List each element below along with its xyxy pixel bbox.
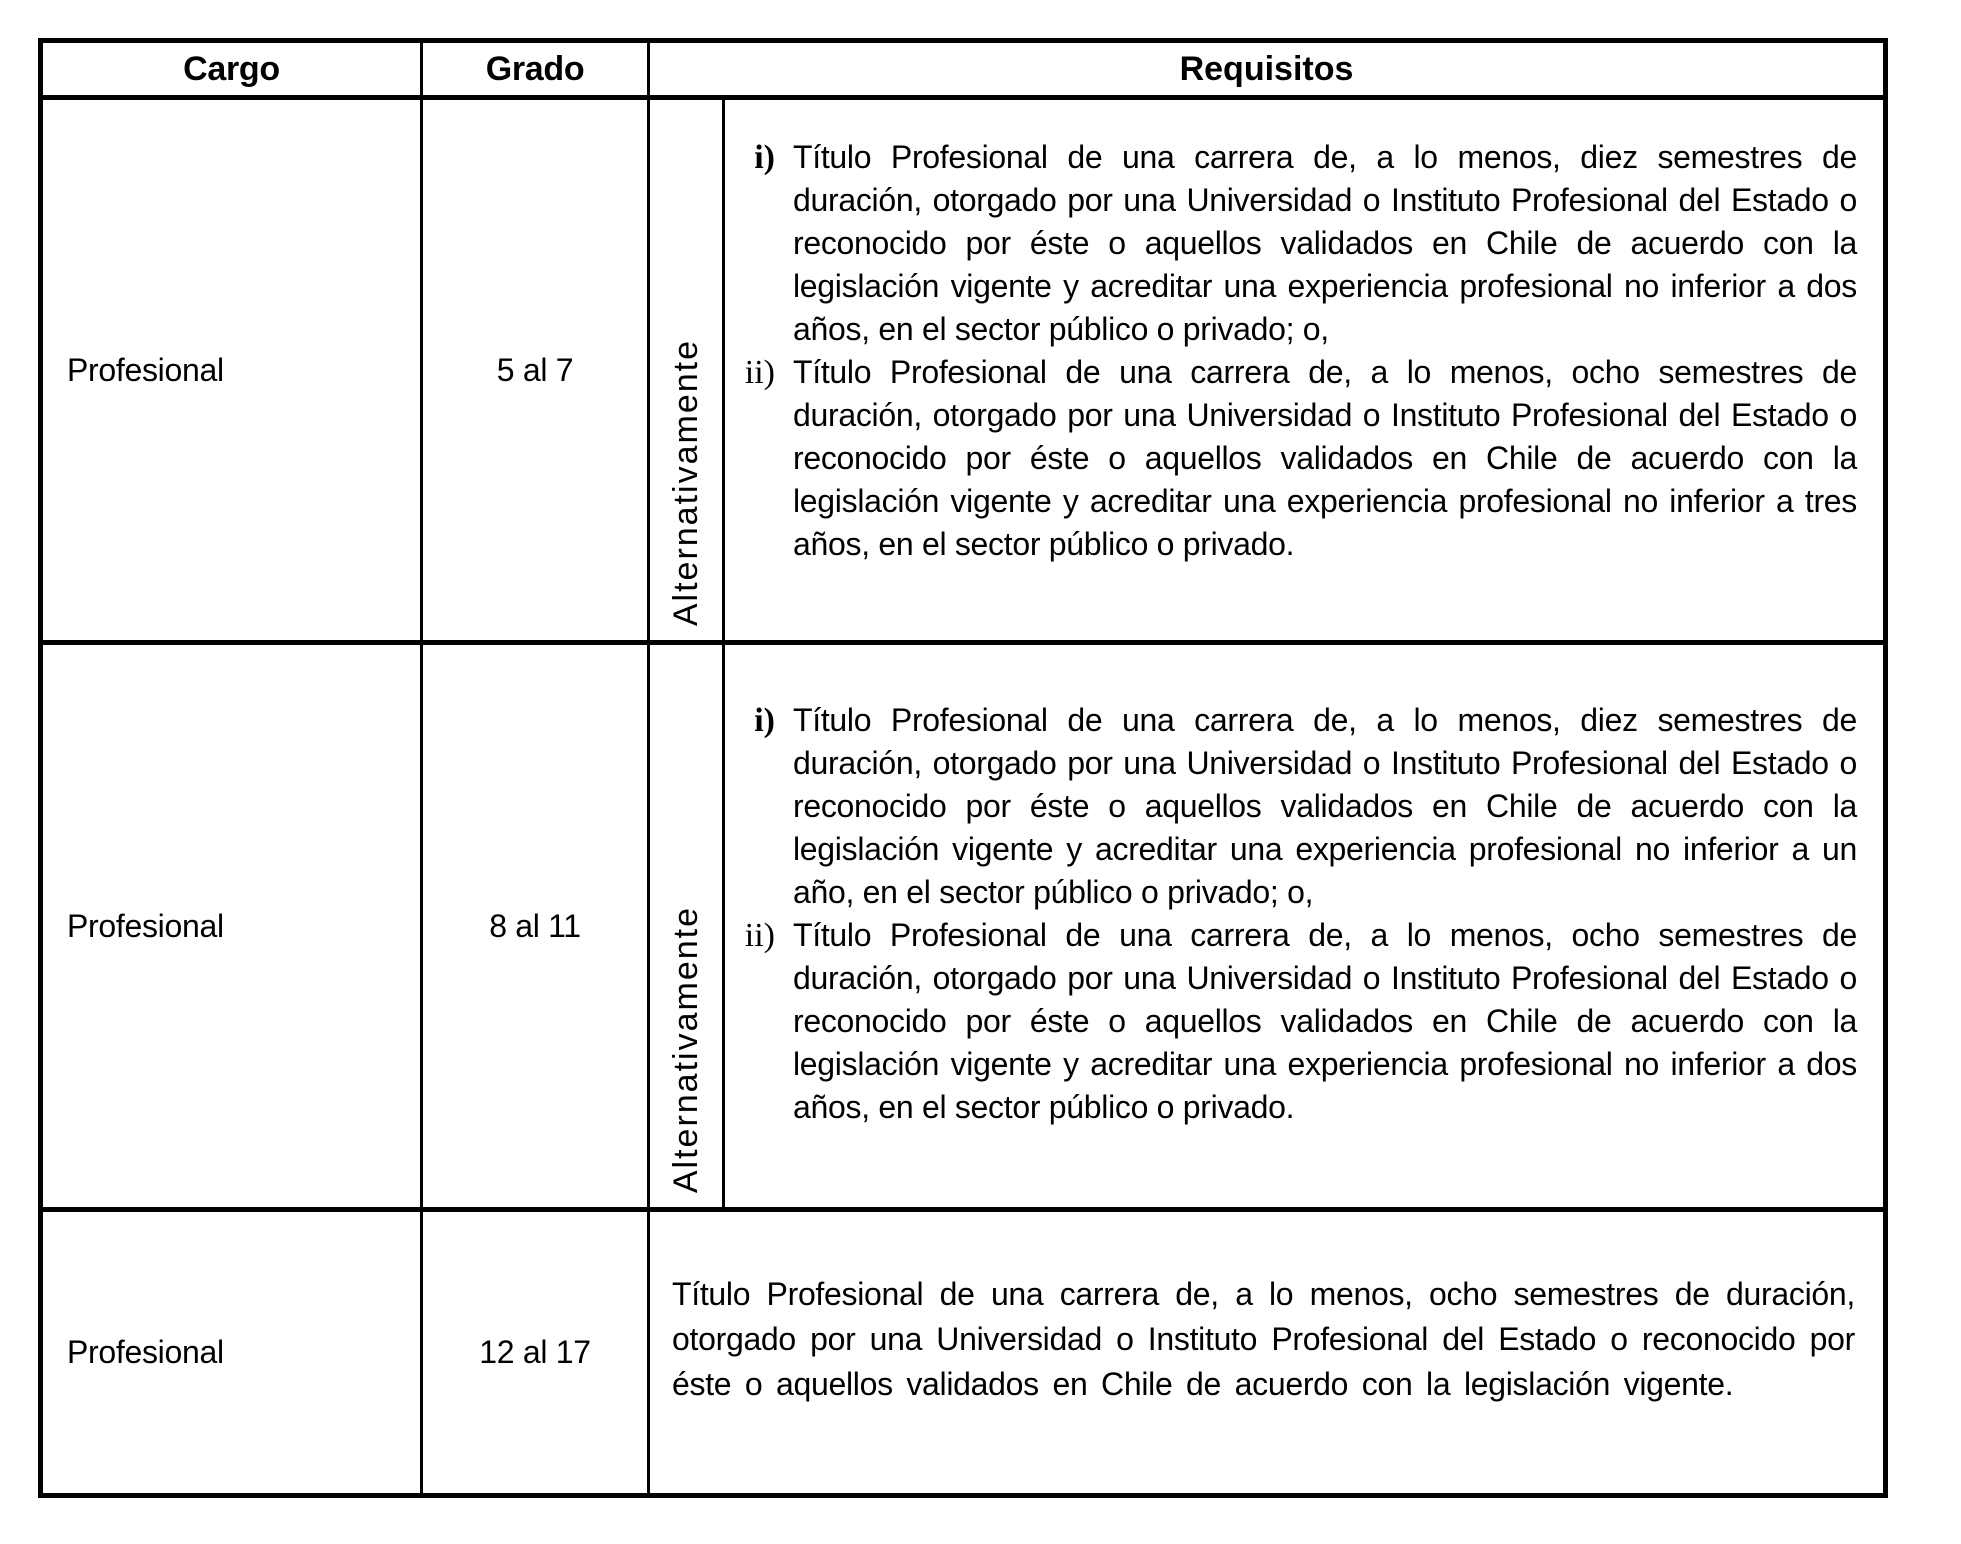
grado-value: 12 al 17	[479, 1334, 591, 1370]
cargo-value: Profesional	[67, 351, 224, 388]
grado-value: 5 al 7	[496, 351, 574, 388]
requisito-item-i	[725, 699, 1857, 914]
requisito-item-i	[725, 136, 1857, 351]
item-text: Título Profesional de una carrera de, a lo menos, ocho semestres de duración, otorgado por una Universidad o Instituto Profesional del Estado o reconocido por éste o aquellos validados en Chile de acuerdo con la legislación vigente y acreditar una experiencia profesional no inferior a tres años, en el sector público o privado.	[793, 354, 1857, 562]
header-requisitos	[650, 43, 1883, 95]
requisitos-cell	[650, 645, 1883, 1207]
item-text: Título Profesional de una carrera de, a lo menos, diez semestres de duración, otorgado por una Universidad o Instituto Profesional del Estado o reconocido por éste o aquellos validados en Chile de acuerdo con la legislación vigente y acreditar una experiencia profesional no inferior a un año, en el sector público o privado; o,	[793, 702, 1857, 910]
item-text: Título Profesional de una carrera de, a lo menos, diez semestres de duración, otorgado por una Universidad o Instituto Profesional del Estado o reconocido por éste o aquellos validados en Chile de acuerdo con la legislación vigente y acreditar una experiencia profesional no inferior a dos años, en el sector público o privado; o,	[793, 139, 1857, 347]
requisito-item-ii	[725, 914, 1857, 1129]
alternativamente-strip	[650, 645, 725, 1207]
item-number: i)	[754, 702, 775, 739]
requisitos-list	[725, 645, 1883, 1207]
grado-cell	[423, 1212, 650, 1493]
cargo-cell	[43, 1212, 423, 1493]
item-number: i)	[754, 139, 775, 176]
alternativamente-strip	[650, 100, 725, 640]
cargo-value: Profesional	[67, 907, 224, 944]
cargo-cell	[43, 100, 423, 640]
requisitos-cell	[650, 100, 1883, 640]
requisitos-cell	[650, 1212, 1883, 1493]
grado-cell	[423, 100, 650, 640]
requirements-table	[38, 38, 1888, 1498]
header-grado-label: Grado	[485, 49, 585, 88]
table-row	[43, 100, 1883, 645]
header-grado	[423, 43, 650, 95]
document-page	[38, 38, 1888, 1498]
item-number: ii)	[744, 917, 775, 954]
requisitos-text: Título Profesional de una carrera de, a lo menos, ocho semestres de duración, otorgado por una Universidad o Instituto Profesional del Estado o reconocido por éste o aquellos validados en Chile de acuerdo con la legislación vigente.	[672, 1276, 1855, 1402]
header-requisitos-label: Requisitos	[1179, 49, 1354, 88]
header-cargo	[43, 43, 423, 95]
grado-value: 8 al 11	[489, 907, 581, 944]
item-text: Título Profesional de una carrera de, a lo menos, ocho semestres de duración, otorgado por una Universidad o Instituto Profesional del Estado o reconocido por éste o aquellos validados en Chile de acuerdo con la legislación vigente y acreditar una experiencia profesional no inferior a dos años, en el sector público o privado.	[793, 917, 1857, 1125]
table-row	[43, 1212, 1883, 1493]
item-number: ii)	[744, 354, 775, 391]
requisitos-list	[725, 100, 1883, 640]
grado-cell	[423, 645, 650, 1207]
alternativamente-label: Alternativamente	[666, 338, 705, 626]
table-row	[43, 645, 1883, 1212]
header-cargo-label: Cargo	[183, 49, 280, 88]
cargo-value: Profesional	[67, 1334, 224, 1370]
requisito-item-ii	[725, 351, 1857, 566]
cargo-cell	[43, 645, 423, 1207]
alternativamente-label: Alternativamente	[666, 905, 705, 1193]
table-header-row	[43, 43, 1883, 100]
